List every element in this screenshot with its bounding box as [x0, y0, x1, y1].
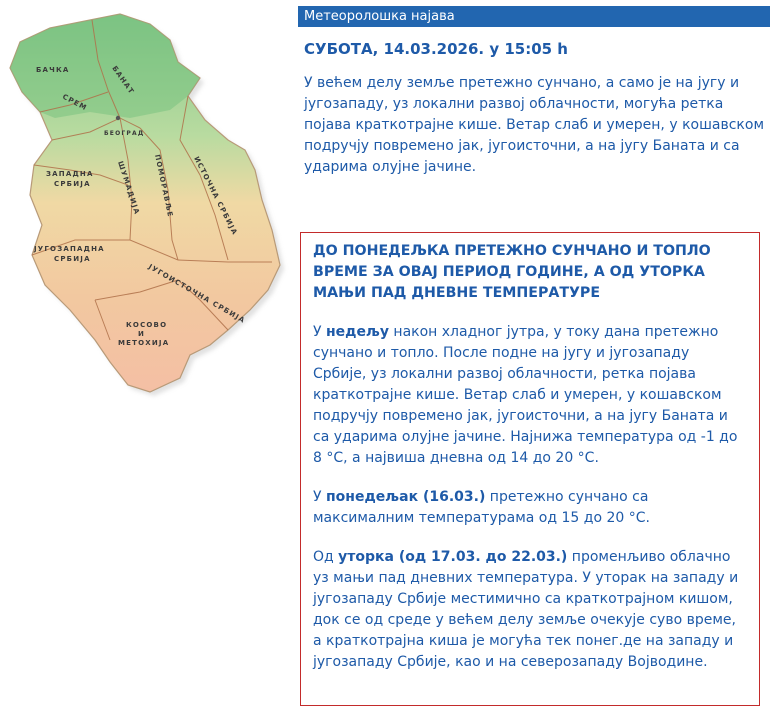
section-header: Метеоролошка најава	[298, 6, 770, 27]
serbia-map-graphic	[0, 0, 290, 400]
monday-day: понедељак (16.03.)	[325, 489, 486, 505]
label-kosovo-metohija: КОСОВО И МЕТОХИЈА	[118, 321, 170, 347]
label-beograd: БЕОГРАД	[104, 130, 145, 137]
outlook-monday	[313, 487, 747, 529]
sunday-day: недељу	[325, 324, 389, 340]
beograd-marker	[116, 116, 120, 120]
outlook-tuesday	[313, 547, 747, 673]
label-sumadija: ШУМАДИЈА	[116, 160, 142, 217]
label-banat: БАНАТ	[110, 64, 136, 97]
outlook-title: ДО ПОНЕДЕЉКА ПРЕТЕЖНО СУНЧАНО И ТОПЛО ВРЕМЕ ЗА ОВАЈ ПЕРИОД ГОДИНЕ, А ОД УТОРКА МАЊИ ПАД ДНЕВНЕ ТЕМПЕРАТУРЕ	[313, 243, 711, 301]
tuesday-prefix: Од	[313, 549, 339, 565]
label-srem: СРЕМ	[61, 92, 89, 113]
outlook-box	[300, 232, 760, 706]
monday-prefix: У	[313, 489, 326, 505]
label-istocna-srbija: ИСТОЧНА СРБИЈА	[192, 155, 240, 237]
forecast-intro: У већем делу земље претежно сунчано, а само је на југу и југозападу, уз локални развој облачности, могућа ретка појава краткотрајне кише. Ветар слаб и умерен, у кошавском подручју повремено јак, југоисточни, а на југу Баната и са ударима олујне јачине.	[304, 75, 765, 175]
sunday-prefix: У	[313, 324, 326, 340]
label-jugoistocna-srbija: ЈУГОИСТОЧНА СРБИЈА	[147, 262, 247, 326]
sunday-text: након хладног јутра, у току дана претежно сунчано и топло. После подне на југу и југозападу Србије, уз локални развој облачности, ретка појава краткотрајне кише. Ветар слаб и умерен, у кошавском подручју повремено јак, југоисточни, а на југу Баната и са ударима олујне јачине. Најнижа температура од -1 до 8 °C, а највиша дневна од 14 до 20 °C.	[313, 324, 738, 466]
label-jugozapadna-srbija: ЈУГОЗАПАДНА СРБИЈА	[34, 245, 105, 263]
label-backa: БАЧКА	[36, 66, 70, 74]
label-zapadna-srbija: ЗАПАДНА СРБИЈА	[46, 170, 94, 188]
forecast-panel	[298, 6, 770, 725]
serbia-region-map	[0, 0, 290, 400]
outlook-sunday	[313, 322, 747, 469]
tuesday-day: уторка (од 17.03. до 22.03.)	[338, 549, 568, 565]
monday-text: претежно сунчано са максималним температурама од 15 до 20 °C.	[313, 489, 650, 526]
tuesday-text: променљиво облачно уз мањи пад дневних температура. У уторак на западу и југозападу Србије местимично са краткотрајном кишом, док се од среде у већем делу земље очекује суво време, а краткотрајна киша је могућа тек понег.де на западу и југозападу Србије, као и на северозападу Војводине.	[313, 549, 739, 670]
forecast-date: СУБОТА, 14.03.2026. у 15:05 h	[304, 40, 568, 58]
label-pomoravlje: ПОМОРАВЉЕ	[153, 153, 175, 219]
